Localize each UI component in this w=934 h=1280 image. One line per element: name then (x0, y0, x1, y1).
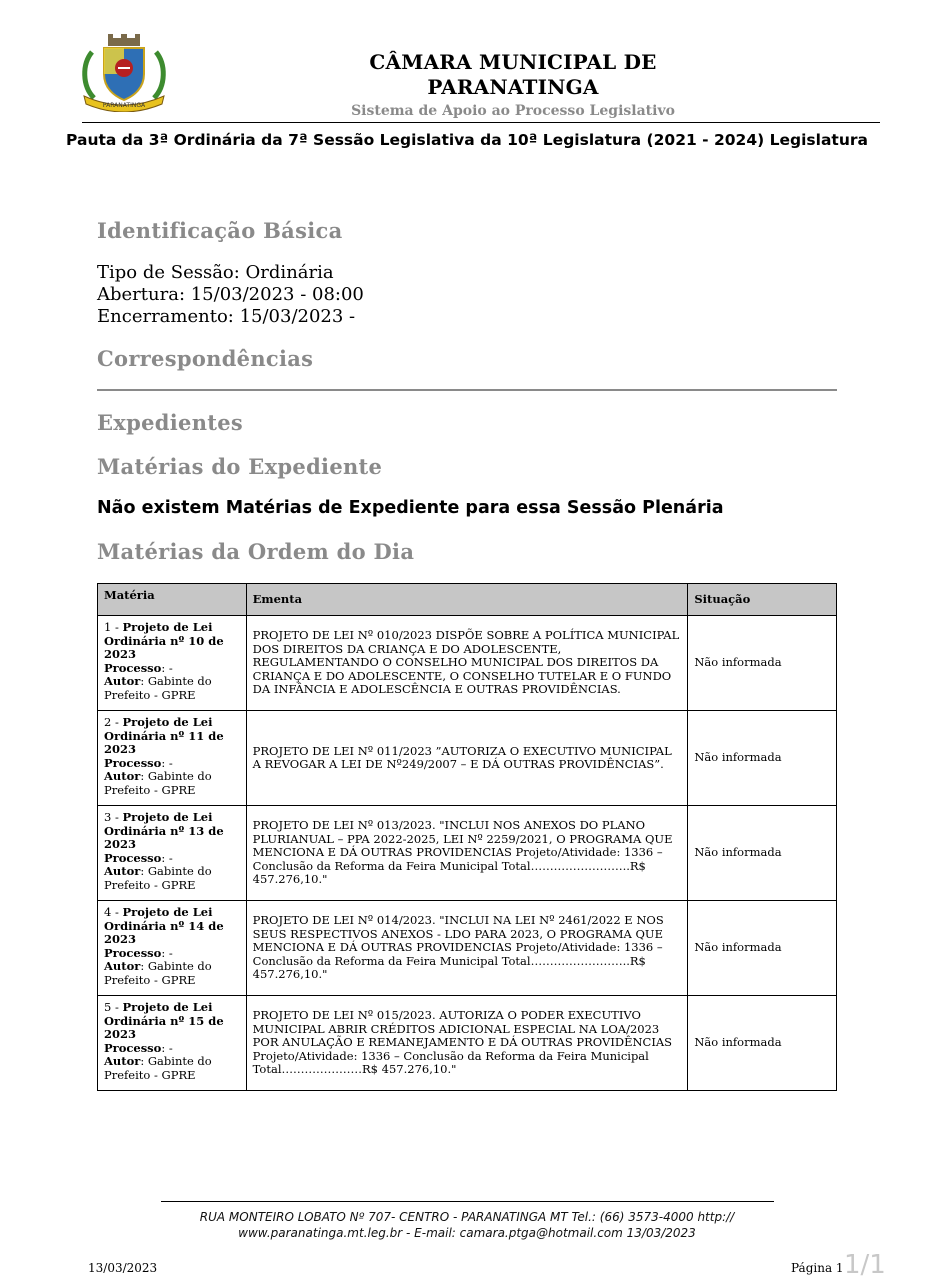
autor-value: : Gabinte do Prefeito - GPRE (104, 674, 212, 702)
session-opening: Abertura: 15/03/2023 - 08:00 (97, 284, 364, 305)
materia-link[interactable]: Projeto de Lei Ordinária nº 14 de 2023 (104, 905, 224, 946)
autor-label: Autor (104, 864, 141, 878)
situacao-cell: Não informada (688, 616, 837, 711)
ementa-cell: PROJETO DE LEI Nº 011/2023 ”AUTORIZA O EXECUTIVO MUNICIPAL A REVOGAR A LEI DE Nº249/2007 – E DÁ OUTRAS PROVIDÊNCIAS”. (246, 711, 688, 806)
processo-value: : - (161, 945, 173, 960)
header-materia: Matéria (98, 584, 247, 616)
print-date: 13/03/2023 (88, 1261, 158, 1275)
autor-value: : Gabinte do Prefeito - GPRE (104, 769, 212, 797)
footer-divider (161, 1201, 774, 1202)
ordem-do-dia-table (97, 583, 837, 1091)
materia-cell (98, 711, 247, 806)
autor-label: Autor (104, 1054, 141, 1068)
situacao-cell: Não informada (688, 901, 837, 996)
autor-label: Autor (104, 959, 141, 973)
row-number: 3 - (104, 810, 123, 824)
materia-cell (98, 901, 247, 996)
materia-cell (98, 996, 247, 1091)
page-label: Página 1 (791, 1261, 844, 1275)
header-ementa: Ementa (246, 584, 688, 616)
section-expedientes: Expedientes (97, 410, 244, 435)
materia-cell (98, 806, 247, 901)
no-expediente-message: Não existem Matérias de Expediente para essa Sessão Plenária (97, 498, 724, 518)
materia-link[interactable]: Projeto de Lei Ordinária nº 11 de 2023 (104, 715, 224, 756)
materia-cell (98, 616, 247, 711)
session-type: Tipo de Sessão: Ordinária (97, 262, 334, 283)
processo-label: Processo (104, 850, 162, 865)
section-materias-expediente: Matérias do Expediente (97, 454, 383, 479)
situacao-cell: Não informada (688, 806, 837, 901)
processo-label: Processo (104, 945, 162, 960)
processo-value: : - (161, 850, 173, 865)
section-divider (97, 389, 837, 391)
ementa-cell: PROJETO DE LEI Nº 014/2023. "INCLUI NA LEI Nº 2461/2022 E NOS SEUS RESPECTIVOS ANEXOS - LDO PARA 2023, O PROGRAMA QUE MENCIONA E DÁ OUTRAS PROVIDENCIAS Projeto/Atividade: 1336 – Conclusão da Reforma da Feira Municipal Total……………………..R$ 457.276,10." (246, 901, 688, 996)
table-row (98, 616, 837, 711)
autor-label: Autor (104, 769, 141, 783)
row-number: 4 - (104, 905, 123, 919)
row-number: 1 - (104, 620, 123, 634)
materia-link[interactable]: Projeto de Lei Ordinária nº 13 de 2023 (104, 810, 224, 851)
processo-label: Processo (104, 660, 162, 675)
ementa-cell: PROJETO DE LEI Nº 010/2023 DISPÕE SOBRE A POLÍTICA MUNICIPAL DOS DIREITOS DA CRIANÇA E DO ADOLESCENTE, REGULAMENTANDO O CONSELHO MUNICIPAL DOS DIREITOS DA CRIANÇA E DO ADOLESCENTE, O CONSELHO TUTELAR E O FUNDO DA INFÂNCIA E ADOLESCÊNCIA E OUTRAS PROVIDÊNCIAS. (246, 616, 688, 711)
processo-value: : - (161, 660, 173, 675)
situacao-cell: Não informada (688, 996, 837, 1091)
table-row (98, 996, 837, 1091)
autor-label: Autor (104, 674, 141, 688)
municipal-coat-of-arms-logo (78, 34, 170, 112)
section-identificacao-basica: Identificação Básica (97, 218, 343, 243)
table-row (98, 901, 837, 996)
section-ordem-do-dia: Matérias da Ordem do Dia (97, 539, 415, 564)
processo-label: Processo (104, 1040, 162, 1055)
session-closing: Encerramento: 15/03/2023 - (97, 306, 356, 327)
autor-value: : Gabinte do Prefeito - GPRE (104, 1054, 212, 1082)
session-info (97, 262, 364, 328)
table-row (98, 806, 837, 901)
header-situacao: Situação (688, 584, 837, 616)
autor-value: : Gabinte do Prefeito - GPRE (104, 864, 212, 892)
autor-value: : Gabinte do Prefeito - GPRE (104, 959, 212, 987)
row-number: 5 - (104, 1000, 123, 1014)
pauta-title: Pauta da 3ª Ordinária da 7ª Sessão Legislativa da 10ª Legislatura (2021 - 2024) Legislatura (66, 131, 868, 149)
chamber-title: CÂMARA MUNICIPAL DE PARANATINGA (369, 50, 657, 99)
materia-link[interactable]: Projeto de Lei Ordinária nº 15 de 2023 (104, 1000, 224, 1041)
situacao-cell: Não informada (688, 711, 837, 806)
table-row (98, 711, 837, 806)
section-correspondencias: Correspondências (97, 346, 314, 371)
page-counter: 1/1 (844, 1250, 886, 1280)
processo-value: : - (161, 755, 173, 770)
row-number: 2 - (104, 715, 123, 729)
header-divider (82, 122, 880, 123)
system-subtitle: Sistema de Apoio ao Processo Legislativo (351, 103, 675, 119)
logo-ribbon-text: PARANATINGA (102, 102, 146, 109)
processo-value: : - (161, 1040, 173, 1055)
materia-link[interactable]: Projeto de Lei Ordinária nº 10 de 2023 (104, 620, 224, 661)
table-header-row (98, 584, 837, 616)
ementa-cell: PROJETO DE LEI Nº 013/2023. "INCLUI NOS ANEXOS DO PLANO PLURIANUAL – PPA 2022-2025, LEI Nº 2259/2021, O PROGRAMA QUE MENCIONA E DÁ OUTRAS PROVIDENCIAS Projeto/Atividade: 1336 – Conclusão da Reforma da Feira Municipal Total……………………..R$ 457.276,10." (246, 806, 688, 901)
processo-label: Processo (104, 755, 162, 770)
footer-address: RUA MONTEIRO LOBATO Nº 707- CENTRO - PARANATINGA MT Tel.: (66) 3573-4000 http:// www.paranatinga.mt.leg.br - E-mail: camara.ptga@hotmail.com 13/03/2023 (199, 1210, 735, 1240)
ementa-cell: PROJETO DE LEI Nº 015/2023. AUTORIZA O PODER EXECUTIVO MUNICIPAL ABRIR CRÉDITOS ADICIONAL ESPECIAL NA LOA/2023 POR ANULAÇÃO E REMANEJAMENTO E DÁ OUTRAS PROVIDÊNCIAS Projeto/Atividade: 1336 – Conclusão da Reforma da Feira Municipal Total…………………R$ 457.276,10." (246, 996, 688, 1091)
